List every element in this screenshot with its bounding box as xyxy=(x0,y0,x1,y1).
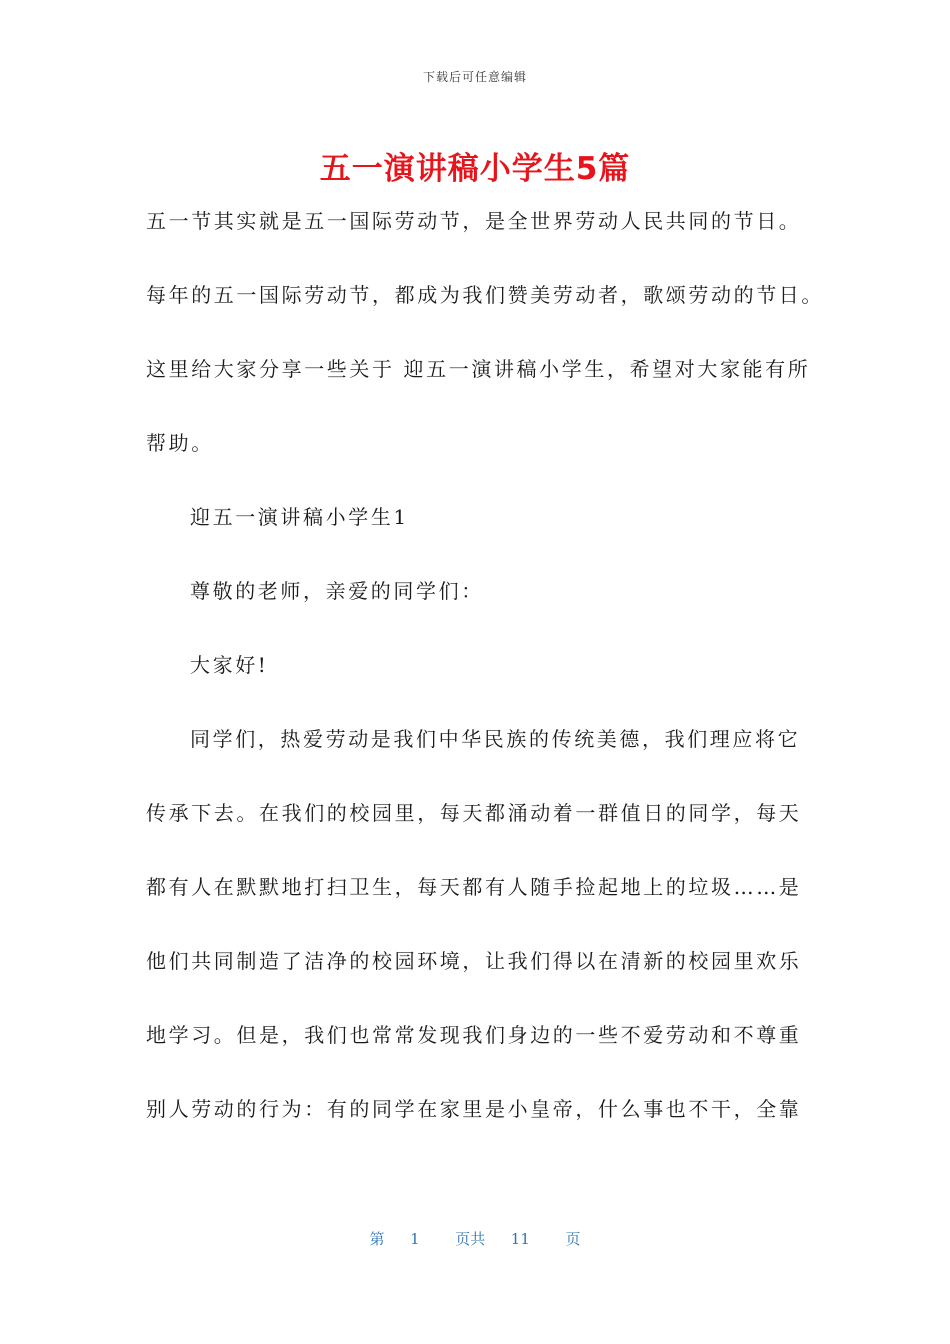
body-line: 传承下去。在我们的校园里，每天都涌动着一群值日的同学，每天 xyxy=(146,801,802,825)
body-line: 都有人在默默地打扫卫生，每天都有人随手捡起地上的垃圾……是 xyxy=(146,875,802,899)
page-footer xyxy=(0,1228,950,1249)
page-label-prefix: 第 xyxy=(369,1230,385,1248)
page-label-suffix: 页 xyxy=(565,1230,581,1248)
salutation: 尊敬的老师，亲爱的同学们： xyxy=(190,579,484,603)
header-note: 下载后可任意编辑 xyxy=(422,70,527,84)
body-line: 五一节其实就是五一国际劳动节，是全世界劳动人民共同的节日。 xyxy=(146,209,802,233)
body-line: 地学习。但是，我们也常常发现我们身边的一些不爱劳动和不尊重 xyxy=(146,1023,802,1047)
body-line: 同学们，热爱劳动是我们中华民族的传统美德，我们理应将它 xyxy=(190,727,801,751)
page-label-middle: 页共 xyxy=(455,1230,486,1248)
total-pages-number: 11 xyxy=(510,1230,530,1248)
document-title: 五一演讲稿小学生5篇 xyxy=(319,151,631,187)
body-line: 帮助。 xyxy=(146,431,214,455)
body-line: 别人劳动的行为：有的同学在家里是小皇帝，什么事也不干，全靠 xyxy=(146,1097,802,1121)
body-line: 他们共同制造了洁净的校园环境，让我们得以在清新的校园里欢乐 xyxy=(146,949,802,973)
body-line: 这里给大家分享一些关于 迎五一演讲稿小学生，希望对大家能有所 xyxy=(146,357,811,381)
greeting: 大家好! xyxy=(190,653,269,677)
current-page-number: 1 xyxy=(410,1230,420,1248)
section-heading: 迎五一演讲稿小学生1 xyxy=(190,505,409,529)
document-body xyxy=(146,202,824,1164)
body-line: 每年的五一国际劳动节，都成为我们赞美劳动者，歌颂劳动的节日。 xyxy=(146,283,824,307)
